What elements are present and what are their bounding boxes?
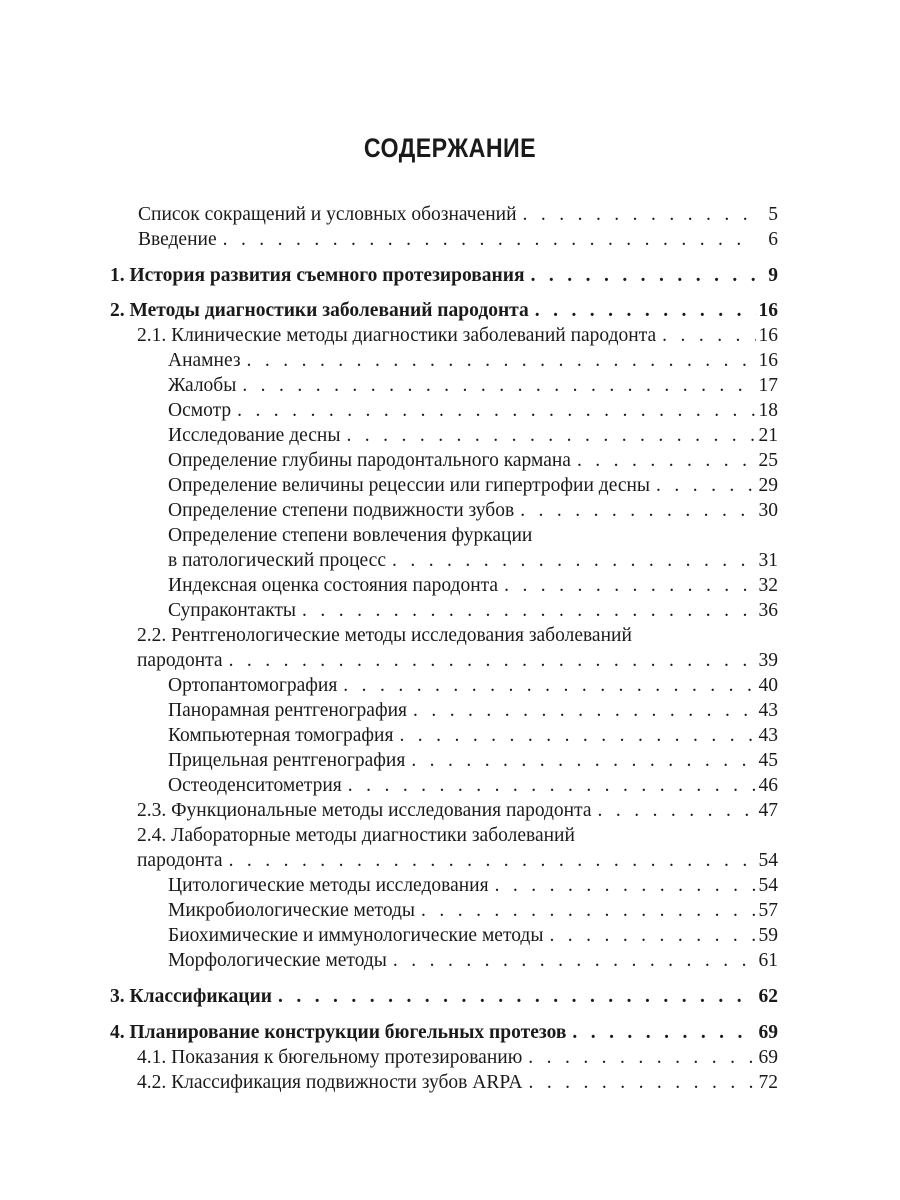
toc-item[interactable] [168,774,778,798]
toc-section-2-1[interactable] [137,324,778,348]
toc-page-number: 47 [758,800,778,821]
toc-page-number: 16 [758,350,778,371]
toc-entry-text: Остеоденситометрия [168,775,342,796]
toc-item[interactable] [168,949,778,973]
toc-entry-text: Биохимические и иммунологические методы [168,925,544,946]
toc-entry-text: Определение степени подвижности зубов [168,500,515,521]
toc-leader-dots [413,699,756,723]
toc-page-number: 43 [758,725,778,746]
toc-leader-dots [223,228,756,252]
toc-page-number: 45 [758,750,778,771]
toc-entry-text: Цитологические методы исследования [168,875,489,896]
toc-page-number: 62 [758,986,778,1007]
toc-leader-dots [535,299,756,323]
toc-page-number: 61 [758,950,778,971]
toc-leader-dots [399,724,756,748]
toc-section-4-2[interactable] [137,1071,778,1095]
toc-leader-dots [247,349,756,373]
toc-leader-dots [346,424,756,448]
toc-item-furcation-line1: Определение степени вовлечения фуркации [168,525,533,546]
toc-leader-dots [343,674,756,698]
toc-item[interactable] [168,374,778,398]
toc-page-number: 29 [758,475,778,496]
toc-item[interactable] [168,474,778,498]
toc-page-number: 57 [758,900,778,921]
toc-chapter-3[interactable] [110,985,778,1009]
toc-page-number: 40 [758,675,778,696]
toc-section-2-2[interactable] [137,649,778,673]
toc-page-number: 6 [768,229,778,250]
toc-leader-dots [348,774,756,798]
toc-entry-text: Определение глубины пародонтального кармана [168,450,571,471]
toc-leader-dots [656,474,756,498]
toc-leader-dots [504,574,756,598]
toc-leader-dots [229,849,756,873]
toc-item[interactable] [168,874,778,898]
toc-entry-text: 2.3. Функциональные методы исследования пародонта [137,800,592,821]
toc-entry-text: Компьютерная томография [168,725,394,746]
toc-page-number: 16 [758,300,778,321]
toc-leader-dots [411,749,756,773]
toc-entry-text: Список сокращений и условных обозначений [138,204,517,225]
toc-leader-dots [662,324,756,348]
toc-page-number: 16 [758,325,778,346]
toc-item[interactable] [168,749,778,773]
toc-page-number: 18 [758,400,778,421]
toc-entry-text: Жалобы [168,375,237,396]
toc-page-number: 69 [758,1047,778,1068]
toc-page-number: 43 [758,700,778,721]
toc-page-number: 54 [758,875,778,896]
toc-entry-text: Определение величины рецессии или гипертрофии десны [168,475,651,496]
toc-leader-dots [528,1071,756,1095]
toc-leader-dots [520,499,756,523]
toc-entry-text: 4.2. Классификация подвижности зубов ARPA [137,1072,523,1093]
toc-item[interactable] [168,499,778,523]
toc-leader-dots [523,203,756,227]
toc-item[interactable] [168,599,778,623]
toc-leader-dots [229,649,756,673]
toc-page-number: 69 [758,1022,778,1043]
toc-item[interactable] [168,674,778,698]
toc-leader-dots [393,949,756,973]
toc-leader-dots [531,264,756,288]
toc-entry-introduction[interactable] [138,228,778,252]
toc-page-number: 72 [758,1072,778,1093]
toc-item[interactable] [168,724,778,748]
toc-item[interactable] [168,424,778,448]
toc-leader-dots [242,374,756,398]
toc-entry-text: 3. Классификации [110,986,272,1007]
toc-section-2-3[interactable] [137,799,778,823]
toc-page-number: 31 [758,550,778,571]
toc-leader-dots [421,899,756,923]
toc-page-number: 32 [758,575,778,596]
toc-entry-text: Индексная оценка состояния пародонта [168,575,499,596]
toc-section-4-1[interactable] [137,1046,778,1070]
toc-entry-text: Панорамная рентгенография [168,700,407,721]
toc-entry-text: Ортопантомография [168,675,338,696]
toc-entry-text: Введение [138,229,217,250]
toc-entry-text: 4.1. Показания к бюгельному протезированию [137,1047,523,1068]
toc-item[interactable] [168,699,778,723]
toc-entry-text: в патологический процесс [168,550,386,571]
toc-section-2-4[interactable] [137,849,778,873]
toc-page-number: 21 [758,425,778,446]
toc-entry-abbreviations[interactable] [138,203,778,227]
toc-entry-text: Морфологические методы [168,950,387,971]
toc-entry-text: 4. Планирование конструкции бюгельных протезов [110,1022,567,1043]
toc-leader-dots [598,799,756,823]
toc-entry-text: пародонта [137,850,223,871]
toc-page-number: 54 [758,850,778,871]
toc-item[interactable] [168,449,778,473]
toc-entry-text: Микробиологические методы [168,900,416,921]
toc-entry-text: 2.1. Клинические методы диагностики заболеваний пародонта [137,325,657,346]
toc-leader-dots [572,1021,756,1045]
toc-entry-text: Осмотр [168,400,232,421]
toc-leader-dots [302,599,756,623]
toc-item[interactable] [168,899,778,923]
toc-page-number: 25 [758,450,778,471]
toc-leader-dots [549,924,756,948]
toc-page-number: 9 [768,265,778,286]
toc-page-number: 39 [758,650,778,671]
toc-page-number: 17 [758,375,778,396]
toc-entry-text: Исследование десны [168,425,341,446]
toc-item[interactable] [168,349,778,373]
toc-leader-dots [528,1046,756,1070]
toc-leader-dots [577,449,756,473]
toc-entry-text: Прицельная рентгенография [168,750,406,771]
toc-item[interactable] [168,924,778,948]
page-title: СОДЕРЖАНИЕ [363,133,537,163]
toc-leader-dots [392,549,756,573]
toc-item[interactable] [168,399,778,423]
toc-page-number: 5 [768,204,778,225]
toc-page-number: 46 [758,775,778,796]
toc-item[interactable] [168,574,778,598]
toc-leader-dots [278,985,756,1009]
toc-leader-dots [237,399,756,423]
toc-chapter-2[interactable] [110,299,778,323]
toc-page-number: 59 [758,925,778,946]
toc-entry-text: Супраконтакты [168,600,297,621]
toc-entry-text: 1. История развития съемного протезирования [110,265,525,286]
toc-chapter-1[interactable] [110,264,778,288]
toc-chapter-4[interactable] [110,1021,778,1045]
toc-entry-text: Анамнез [168,350,241,371]
toc-page-number: 30 [758,500,778,521]
toc-section-2-4-line1: 2.4. Лабораторные методы диагностики заболеваний [137,825,575,846]
toc-item-furcation[interactable] [168,549,778,573]
toc-page-number: 36 [758,600,778,621]
toc-leader-dots [495,874,756,898]
toc-entry-text: пародонта [137,650,223,671]
toc-section-2-2-line1: 2.2. Рентгенологические методы исследования заболеваний [137,625,632,646]
toc-entry-text: 2. Методы диагностики заболеваний пародонта [110,300,529,321]
